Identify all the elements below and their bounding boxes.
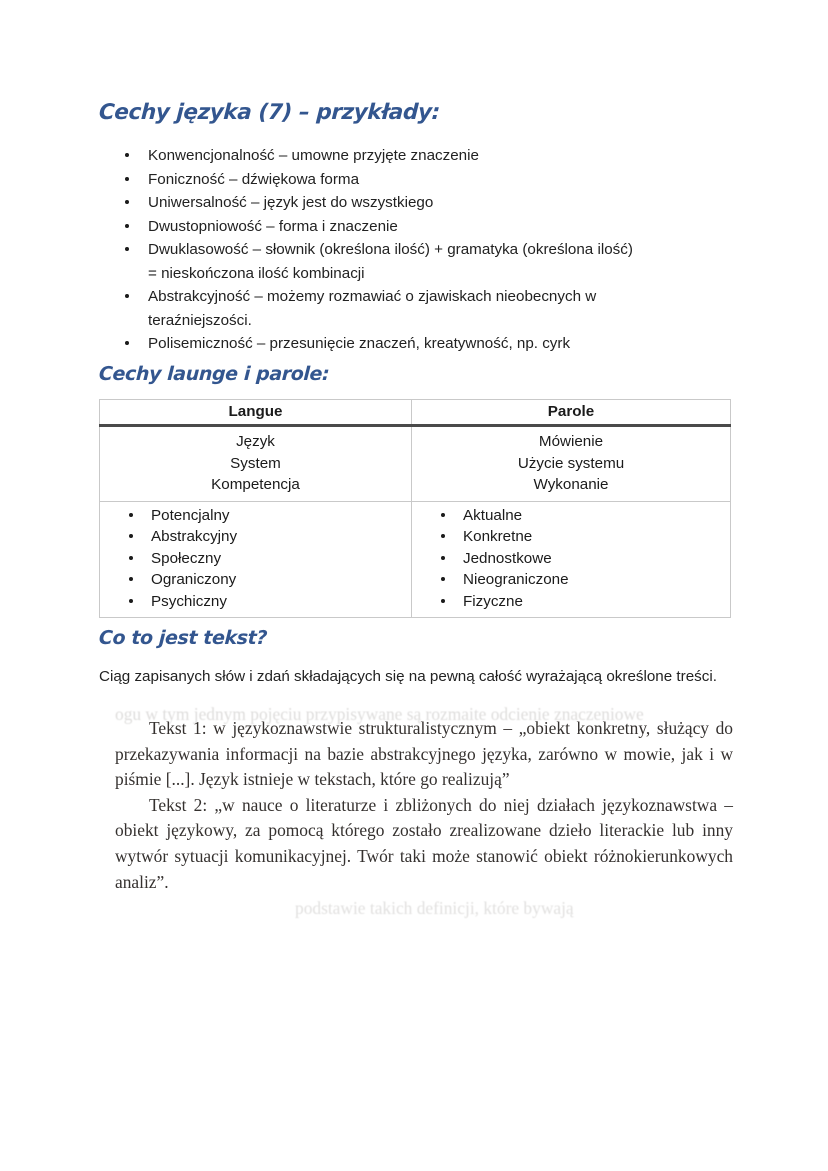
list-item-text: Abstrakcyjność – możemy rozmawiać o zjawiskach nieobecnych w bbox=[148, 288, 597, 305]
list-item-text: Jednostkowe bbox=[463, 549, 552, 567]
list-item-text: Polisemiczność – przesunięcie znaczeń, kreatywność, np. cyrk bbox=[148, 335, 571, 352]
list-item-text: Konwencjonalność – umowne przyjęte znaczenie bbox=[148, 147, 479, 164]
bullet-dot-icon bbox=[129, 534, 133, 538]
bullet-dot-icon bbox=[125, 153, 129, 157]
list-item bbox=[99, 215, 733, 239]
list-item-text-continued: = nieskończona ilość kombinacji bbox=[148, 264, 365, 282]
list-item-text-continued: teraźniejszości. bbox=[148, 311, 252, 329]
list-item bbox=[99, 191, 733, 215]
list-item bbox=[412, 548, 730, 570]
list-item-text: Fizyczne bbox=[463, 592, 523, 610]
list-item bbox=[100, 569, 411, 591]
cell-line: Mówienie bbox=[538, 433, 604, 450]
list-item bbox=[412, 591, 730, 613]
column-header-langue: Langue bbox=[100, 400, 412, 426]
cell-parole-plain bbox=[412, 426, 731, 502]
bullet-dot-icon bbox=[129, 599, 133, 603]
bullet-dot-icon bbox=[129, 577, 133, 581]
parole-bullet-list bbox=[412, 505, 730, 613]
scan-content bbox=[115, 702, 733, 919]
scan-clipped-bottom-line: podstawie takich definicji, które bywają bbox=[295, 898, 574, 919]
list-item bbox=[99, 285, 733, 332]
cell-langue-plain bbox=[100, 426, 412, 502]
cell-line: Użycie systemu bbox=[517, 454, 625, 472]
list-item bbox=[100, 505, 411, 527]
list-item bbox=[100, 526, 411, 548]
list-item-text: Społeczny bbox=[151, 549, 222, 567]
list-item bbox=[99, 332, 733, 356]
langue-parole-table bbox=[99, 399, 731, 618]
list-item-text: Ograniczony bbox=[151, 571, 237, 588]
bullet-dot-icon bbox=[441, 556, 445, 560]
heading-cechy-jezyka: Cechy języka (7) – przykłady: bbox=[98, 100, 441, 125]
table-row bbox=[100, 501, 731, 618]
list-item-text: Psychiczny bbox=[151, 592, 227, 610]
cell-line: Język bbox=[236, 433, 275, 450]
scan-paragraph-tekst-1: Tekst 1: w językoznawstwie strukturalistycznym – „obiekt konkretny, służący do przekazywania informacji na bazie abstrakcyjnego języka, zarówno w mowie, jak i w piśmie [...]. Język istnieje w tekstach, które go realizują” bbox=[115, 718, 733, 790]
scan-paragraph-tekst-2: Tekst 2: „w nauce o literaturze i zbliżonych do niej działach językoznawstwa – obiekt językowy, za pomocą którego zostało zrealizowane dzieło literackie lub inny wytwór sytuacji komunikacyjnej. Twór taki może stanowić obiekt różnokierunkowych analiz”. bbox=[115, 794, 733, 892]
bullet-dot-icon bbox=[125, 341, 129, 345]
cell-line: System bbox=[230, 454, 281, 472]
list-item bbox=[412, 569, 730, 591]
list-item bbox=[99, 238, 733, 285]
langue-bullet-list bbox=[100, 505, 411, 613]
scanned-excerpt-image bbox=[115, 704, 733, 944]
list-item-text: Dwustopniowość – forma i znaczenie bbox=[148, 217, 398, 235]
list-item bbox=[99, 144, 733, 168]
list-item-text: Nieograniczone bbox=[463, 571, 569, 588]
list-item-text: Konkretne bbox=[463, 528, 533, 545]
definition-paragraph: Ciąg zapisanych słów i zdań składających się na pewną całość wyrażającą określone treści. bbox=[99, 668, 717, 685]
list-item-text: Uniwersalność – język jest do wszystkiego bbox=[148, 194, 434, 211]
table-row bbox=[100, 426, 731, 502]
list-item bbox=[99, 168, 733, 192]
bullet-dot-icon bbox=[125, 247, 129, 251]
list-item bbox=[412, 526, 730, 548]
bullet-dot-icon bbox=[441, 513, 445, 517]
list-item-text: Dwuklasowość – słownik (określona ilość) + gramatyka (określona ilość) bbox=[148, 241, 633, 258]
features-list bbox=[99, 144, 733, 356]
bullet-dot-icon bbox=[441, 599, 445, 603]
bullet-dot-icon bbox=[125, 177, 129, 181]
bullet-dot-icon bbox=[441, 577, 445, 581]
list-item-text: Foniczność – dźwiękowa forma bbox=[148, 170, 360, 188]
cell-langue-bullets bbox=[100, 501, 412, 618]
bullet-dot-icon bbox=[441, 534, 445, 538]
list-item-text: Abstrakcyjny bbox=[151, 528, 238, 545]
bullet-dot-icon bbox=[129, 513, 133, 517]
cell-parole-bullets bbox=[412, 501, 731, 618]
table-header-row bbox=[100, 400, 731, 426]
list-item-text: Aktualne bbox=[463, 506, 523, 524]
bullet-dot-icon bbox=[125, 294, 129, 298]
list-item bbox=[100, 548, 411, 570]
bullet-dot-icon bbox=[129, 556, 133, 560]
list-item-text: Potencjalny bbox=[151, 506, 230, 524]
list-item bbox=[412, 505, 730, 527]
cell-line: Kompetencja bbox=[211, 476, 300, 493]
bullet-dot-icon bbox=[125, 224, 129, 228]
heading-co-to-jest-tekst: Co to jest tekst? bbox=[98, 627, 268, 649]
column-header-parole: Parole bbox=[412, 400, 731, 426]
scan-clipped-top-line: ogu w tym jednym pojęciu przypisywane są rozmaite odcienie znaczeniowe bbox=[115, 704, 644, 724]
list-item bbox=[100, 591, 411, 613]
heading-cechy-launge-parole: Cechy launge i parole: bbox=[98, 363, 330, 385]
bullet-dot-icon bbox=[125, 200, 129, 204]
cell-line: Wykonanie bbox=[533, 476, 609, 493]
